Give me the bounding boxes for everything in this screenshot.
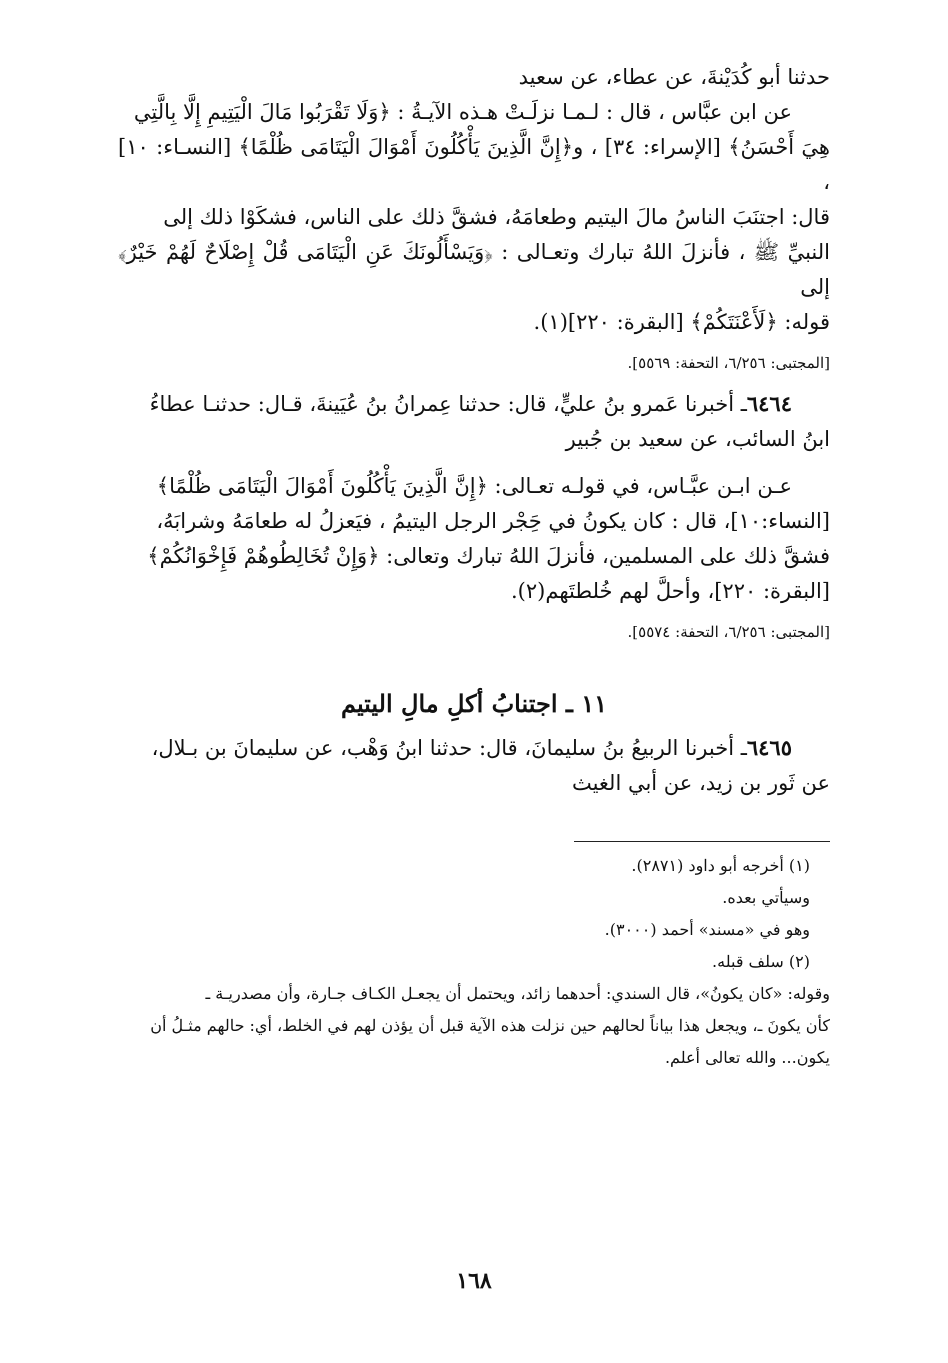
footnote-line: وقوله: «كان يكونُ»، قال السندي: أحدهما زائد، ويحتمل أن يجعـل الكـاف جـارة، وأن مصدريـة ـ (205, 984, 830, 1003)
hadith-number: ٦٤٦٥ (746, 735, 792, 760)
hadith-6465 (118, 730, 830, 801)
footnote-line: يكون... والله تعالى أعلم. (664, 1048, 830, 1067)
hadith-line: [النساء:١٠]، قال : كان يكونُ في حَِجْر الرجل اليتيمُ ، فيَعزلُ له طعامَهُ وشرابَهُ، (156, 509, 830, 533)
hadith-line (118, 386, 830, 422)
hadith-line: ابنُ السائب، عن سعيد بن جُبير (565, 427, 830, 451)
hadith-line: عن ثَور بن زيد، عن أبي الغيث (571, 771, 830, 795)
hadith-line: فشقَّ ذلك على المسلمين، فأنزلَ اللهُ تبارك وتعالى: ﴿وَإِنْ تُخَالِطُوهُمْ فَإِخْوَانُكُمْ﴾ (147, 544, 830, 568)
hadith-line: قوله: ﴿لَأَعْنَتَكُمْ﴾ [البقرة: ٢٢٠](١). (533, 310, 830, 334)
hadith-line: النبيِّ ﷺ ، فأنزلَ اللهُ تبارك وتعـالى : ﴿وَيَسْأَلُونَكَ عَنِ الْيَتَامَى قُلْ إِصْلَاحٌ لَهُمْ خَيْرٌ﴾ إلى (118, 240, 830, 299)
hadith-number: ٦٤٦٤ (746, 391, 792, 416)
hadith-6464 (118, 386, 830, 609)
isnad-text: ـ أخبرنا عَمرو بنُ عليٍّ، قال: حدثنا عِمرانُ بنُ عُيَينةَ، قـال: حدثنـا عطاءُ (149, 392, 747, 416)
footnotes (118, 850, 830, 1074)
book-page (118, 60, 830, 1074)
isnad-text: ـ أخبرنا الربيعُ بنُ سليمانَ، قال: حدثنا ابنُ وَهْب، عن سليمانَ بن بـلال، (151, 736, 747, 760)
footnote-line: (٢) سلف قبله. (712, 952, 810, 971)
hadith-line: [البقرة: ٢٢٠]، وأحلَّ لهم خُلطتَهم(٢). (511, 579, 830, 603)
reference-6463: [المجتبى: ٦/٢٥٦، التحفة: ٥٥٦٩]. (627, 354, 830, 372)
opening-line: حدثنا أبو كُدَيْنةَ، عن عطاء، عن سعيد (518, 65, 830, 89)
footnote-line: كأن يكونَ ـ، ويجعل هذا بياناً لحالهم حين نزلت هذه الآية قبل أن يؤذن لهم في الخلط، أي: حالهم مثـلُ أن (150, 1016, 830, 1035)
footnote-line: وهو في «مسند» أحمد (٣٠٠٠). (604, 920, 810, 939)
hadith-line (118, 730, 830, 766)
page-number: ١٦٨ (456, 1268, 492, 1294)
reference-6464: [المجتبى: ٦/٢٥٦، التحفة: ٥٥٧٤]. (627, 623, 830, 641)
footnote-divider (574, 841, 830, 842)
hadith-line: هِيَ أَحْسَنُ﴾ [الإسراء: ٣٤] ، و﴿إِنَّ الَّذِينَ يَأْكُلُونَ أَمْوَالَ الْيَتَامَى ظُلْمًا﴾ [النسـاء: ١٠] ، (118, 135, 831, 194)
footnote-line: وسيأتي بعده. (722, 888, 810, 907)
footnote-line: (١) أخرجه أبو داود (٢٨٧١). (631, 856, 810, 875)
hadith-6463 (118, 95, 830, 340)
section-heading: ١١ ـ اجتنابُ أكلِ مالِ اليتيم (340, 689, 608, 718)
hadith-line: عـن ابـن عبَّـاس، في قولـه تعـالى: ﴿إِنَّ الَّذِينَ يَأْكُلُونَ أَمْوَالَ الْيَتَامَى ظُلْمًا﴾ (156, 474, 792, 498)
hadith-line: قال: اجتنَبَ الناسُ مالَ اليتيم وطعامَهُ، فشقَّ ذلك على الناس، فشكَوْا ذلك إلى (163, 205, 830, 229)
hadith-line: عن ابن عبَّاس ، قال : لـمـا نزلَـتْ هـذه الآيـةُ : ﴿وَلَا تَقْرَبُوا مَالَ الْيَتِيمِ إِلَّا بِالَّتِي (133, 100, 792, 124)
